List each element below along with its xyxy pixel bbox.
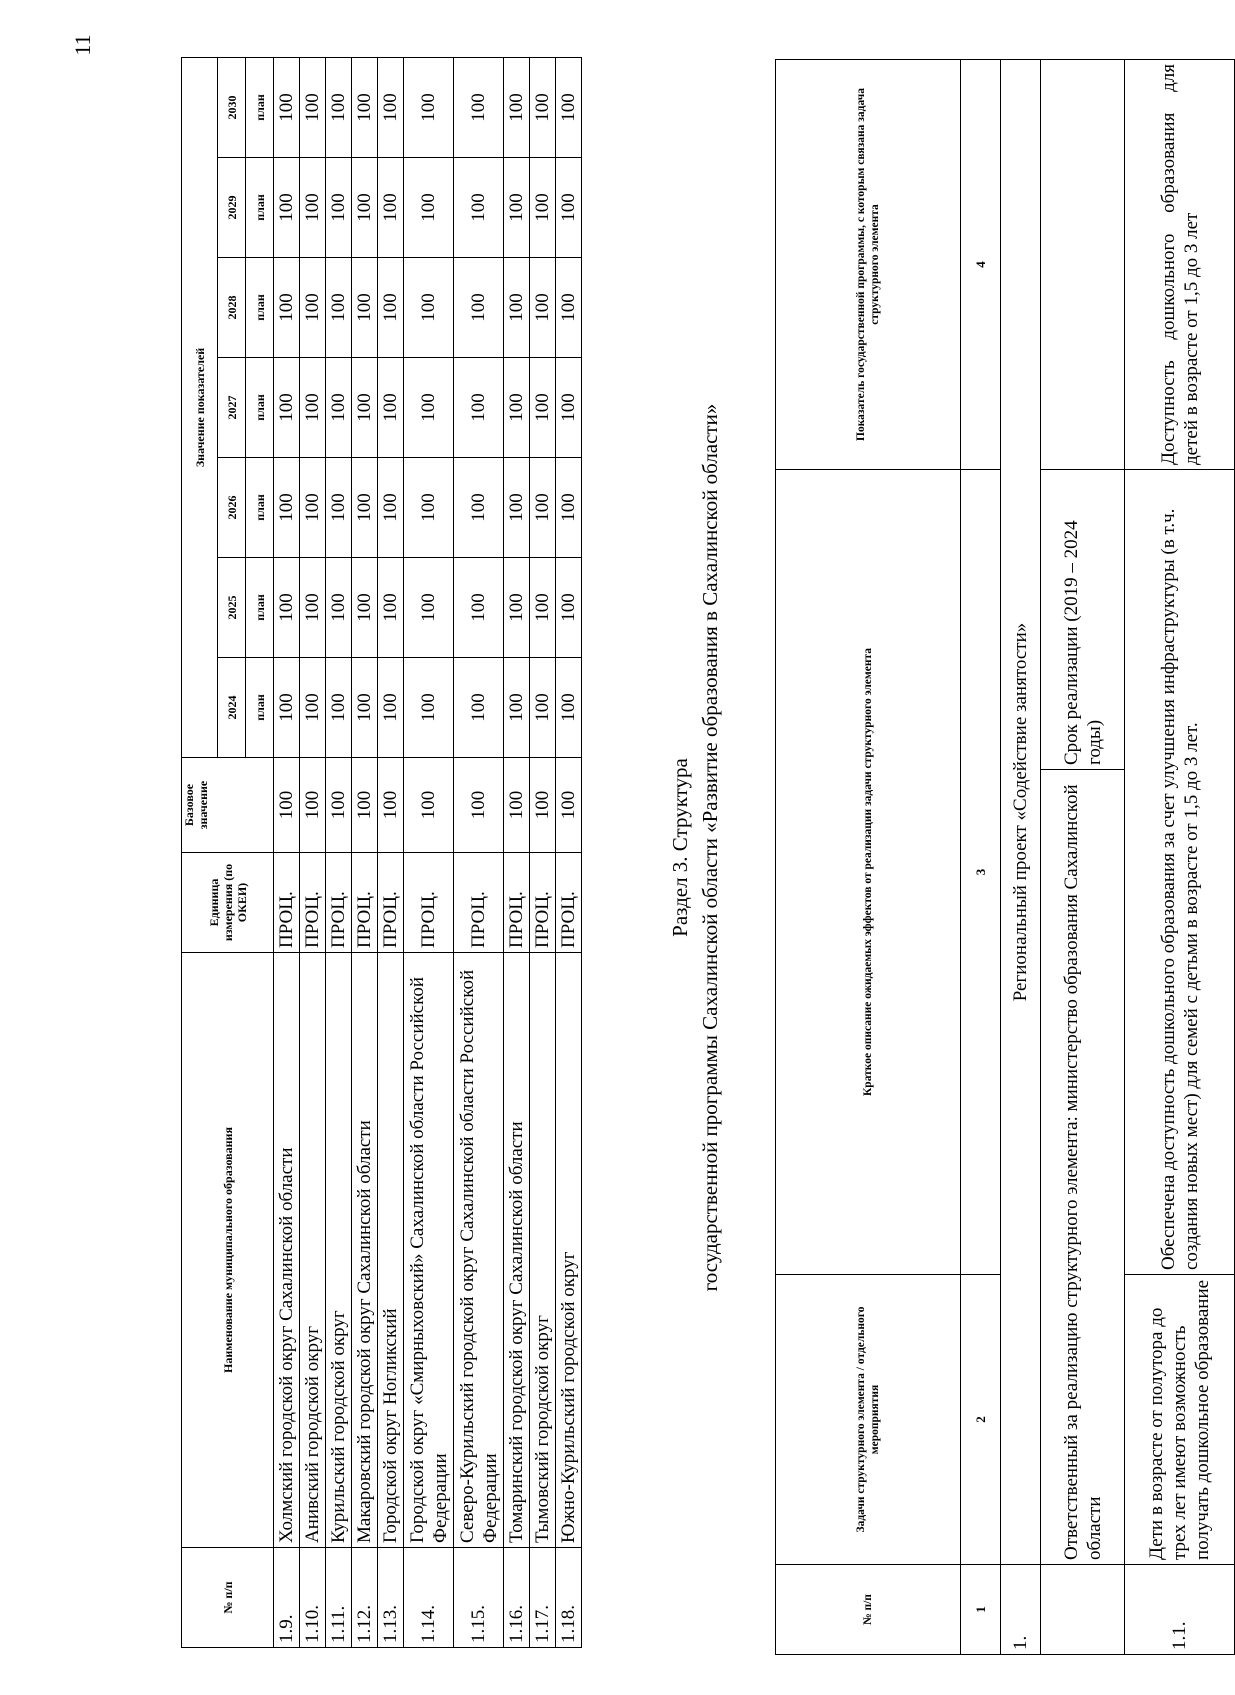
table-row [274,57,300,1647]
base-value: 100 [300,758,326,853]
header-indicator: Показатель государственной программы, с которым связана задача структурного элемента [776,60,961,470]
row-num: 1.11. [326,1548,352,1648]
municipality-name: Курильский городской округ [326,953,352,1548]
year-value: 100 [404,158,454,258]
header-plan: план [246,558,274,658]
header-values: Значение показателей [182,57,218,757]
header-unit: Единица измерения (по ОКЕИ) [182,853,274,953]
year-value: 100 [378,658,404,758]
year-value: 100 [326,258,352,358]
year-value: 100 [530,158,556,258]
structure-table [775,59,1235,1655]
year-value: 100 [326,57,352,157]
header-plan: план [246,158,274,258]
year-value: 100 [352,57,378,157]
municipality-name: Анивский городской округ [300,953,326,1548]
year-value: 100 [530,558,556,658]
year-value: 100 [504,458,530,558]
year-value: 100 [300,158,326,258]
unit-cell: ПРОЦ. [530,853,556,953]
row-num: 1.12. [352,1548,378,1648]
year-value: 100 [530,258,556,358]
header-year: 2027 [218,358,246,458]
year-value: 100 [504,358,530,458]
indicators-table [181,57,582,1648]
year-value: 100 [352,358,378,458]
year-value: 100 [378,258,404,358]
year-value: 100 [326,358,352,458]
header-plan: план [246,658,274,758]
table-row [530,57,556,1647]
header-num: № п/п [182,1548,274,1648]
unit-cell: ПРОЦ. [378,853,404,953]
year-value: 100 [454,57,504,157]
responsible-text: Ответственный за реализацию структурного элемента: министерство образования Сахалинской области [1041,770,1125,1565]
year-value: 100 [274,158,300,258]
header-base: Базовое значение [182,758,274,853]
row-num: 1.9. [274,1548,300,1648]
year-value: 100 [352,558,378,658]
base-value: 100 [556,758,582,853]
unit-cell: ПРОЦ. [404,853,454,953]
year-value: 100 [404,358,454,458]
year-value: 100 [404,658,454,758]
header-year: 2028 [218,258,246,358]
year-value: 100 [300,558,326,658]
row-num: 1.13. [378,1548,404,1648]
header-tasks: Задачи структурного элемента / отдельного мероприятия [776,1275,961,1565]
year-value: 100 [556,558,582,658]
municipality-name: Северо-Курильский городской округ Сахалинской области Российской Федерации [454,953,504,1548]
year-value: 100 [404,57,454,157]
base-value: 100 [530,758,556,853]
base-value: 100 [352,758,378,853]
row-num: 1.1. [1125,1565,1235,1655]
year-value: 100 [404,458,454,558]
year-value: 100 [454,558,504,658]
year-value: 100 [326,658,352,758]
year-value: 100 [300,358,326,458]
year-value: 100 [454,458,504,558]
effect-text: Обеспечена доступность дошкольного образования за счет улучшения инфраструктуры (в т.ч. создания новых мест) для семей с детьми в возрасте от 1,5 до 3 лет. [1125,470,1235,1275]
col-number: 4 [961,60,1001,470]
year-value: 100 [326,458,352,558]
header-name: Наименование муниципального образования [182,953,274,1548]
header-effects: Краткое описание ожидаемых эффектов от реализации задачи структурного элемента [776,470,961,1275]
header-plan: план [246,258,274,358]
year-value: 100 [404,558,454,658]
year-value: 100 [454,258,504,358]
header-year: 2024 [218,658,246,758]
row-num: 1.14. [404,1548,454,1648]
table-row [326,57,352,1647]
base-value: 100 [326,758,352,853]
header-year: 2026 [218,458,246,558]
table-row [454,57,504,1647]
year-value: 100 [352,658,378,758]
year-value: 100 [378,458,404,558]
year-value: 100 [504,158,530,258]
table-row [378,57,404,1647]
municipality-name: Тымовский городской округ [530,953,556,1548]
header-num: № п/п [776,1565,961,1655]
year-value: 100 [454,358,504,458]
year-value: 100 [300,458,326,558]
year-value: 100 [454,658,504,758]
year-value: 100 [404,258,454,358]
base-value: 100 [378,758,404,853]
municipality-name: Макаровский городской округ Сахалинской области [352,953,378,1548]
year-value: 100 [274,558,300,658]
unit-cell: ПРОЦ. [326,853,352,953]
indicator-text: Доступность дошкольного образования для детей в возрасте от 1,5 до 3 лет [1125,60,1235,470]
year-value: 100 [378,558,404,658]
year-value: 100 [300,57,326,157]
year-value: 100 [274,258,300,358]
base-value: 100 [504,758,530,853]
year-value: 100 [530,458,556,558]
header-year: 2025 [218,558,246,658]
row-num: 1.15. [454,1548,504,1648]
year-value: 100 [274,658,300,758]
year-value: 100 [530,57,556,157]
base-value: 100 [454,758,504,853]
table-row [504,57,530,1647]
municipality-name: Городской округ «Смирныховский» Сахалинской области Российской Федерации [404,953,454,1548]
header-plan: план [246,358,274,458]
year-value: 100 [378,358,404,458]
implementation-term: Срок реализации (2019 – 2024 годы) [1041,470,1125,770]
table-row [556,57,582,1647]
row-num: 1.18. [556,1548,582,1648]
year-value: 100 [300,658,326,758]
table-row [352,57,378,1647]
section-subtitle: государственной программы Сахалинской области «Развитие образования в Сахалинской области» [698,403,722,1292]
year-value: 100 [504,558,530,658]
municipality-name: Городской округ Ногликский [378,953,404,1548]
row-num: 1.16. [504,1548,530,1648]
year-value: 100 [352,258,378,358]
col-number: 1 [961,1565,1001,1655]
year-value: 100 [326,158,352,258]
header-plan: план [246,458,274,558]
indicators-table-body [274,57,582,1647]
header-plan: план [246,57,274,157]
municipality-name: Томаринский городской округ Сахалинской области [504,953,530,1548]
year-value: 100 [556,158,582,258]
unit-cell: ПРОЦ. [454,853,504,953]
year-value: 100 [274,458,300,558]
header-year: 2030 [218,57,246,157]
project-num: 1. [1001,1565,1041,1655]
year-value: 100 [274,358,300,458]
table-row [404,57,454,1647]
col-number: 3 [961,470,1001,1275]
year-value: 100 [504,57,530,157]
year-value: 100 [300,258,326,358]
year-value: 100 [378,57,404,157]
year-value: 100 [530,358,556,458]
year-value: 100 [454,158,504,258]
municipality-name: Холмский городской округ Сахалинской области [274,953,300,1548]
unit-cell: ПРОЦ. [352,853,378,953]
task-text: Дети в возрасте от полутора до трех лет имеют возможность получать дошкольное образование [1125,1275,1235,1565]
year-value: 100 [352,458,378,558]
year-value: 100 [556,458,582,558]
header-year: 2029 [218,158,246,258]
year-value: 100 [326,558,352,658]
row-num: 1.17. [530,1548,556,1648]
unit-cell: ПРОЦ. [556,853,582,953]
unit-cell: ПРОЦ. [274,853,300,953]
year-value: 100 [556,258,582,358]
base-value: 100 [274,758,300,853]
year-value: 100 [556,658,582,758]
table-row [300,57,326,1647]
col-number: 2 [961,1275,1001,1565]
section-title: Раздел 3. Структура [668,758,692,937]
year-value: 100 [504,258,530,358]
year-value: 100 [556,57,582,157]
year-value: 100 [274,57,300,157]
year-value: 100 [530,658,556,758]
unit-cell: ПРОЦ. [300,853,326,953]
municipality-name: Южно-Курильский городской округ [556,953,582,1548]
base-value: 100 [404,758,454,853]
year-value: 100 [556,358,582,458]
unit-cell: ПРОЦ. [504,853,530,953]
page-number: 11 [70,34,95,56]
year-value: 100 [378,158,404,258]
year-value: 100 [504,658,530,758]
year-value: 100 [352,158,378,258]
project-title: Региональный проект «Содействие занятости» [1001,60,1041,1565]
row-num: 1.10. [300,1548,326,1648]
